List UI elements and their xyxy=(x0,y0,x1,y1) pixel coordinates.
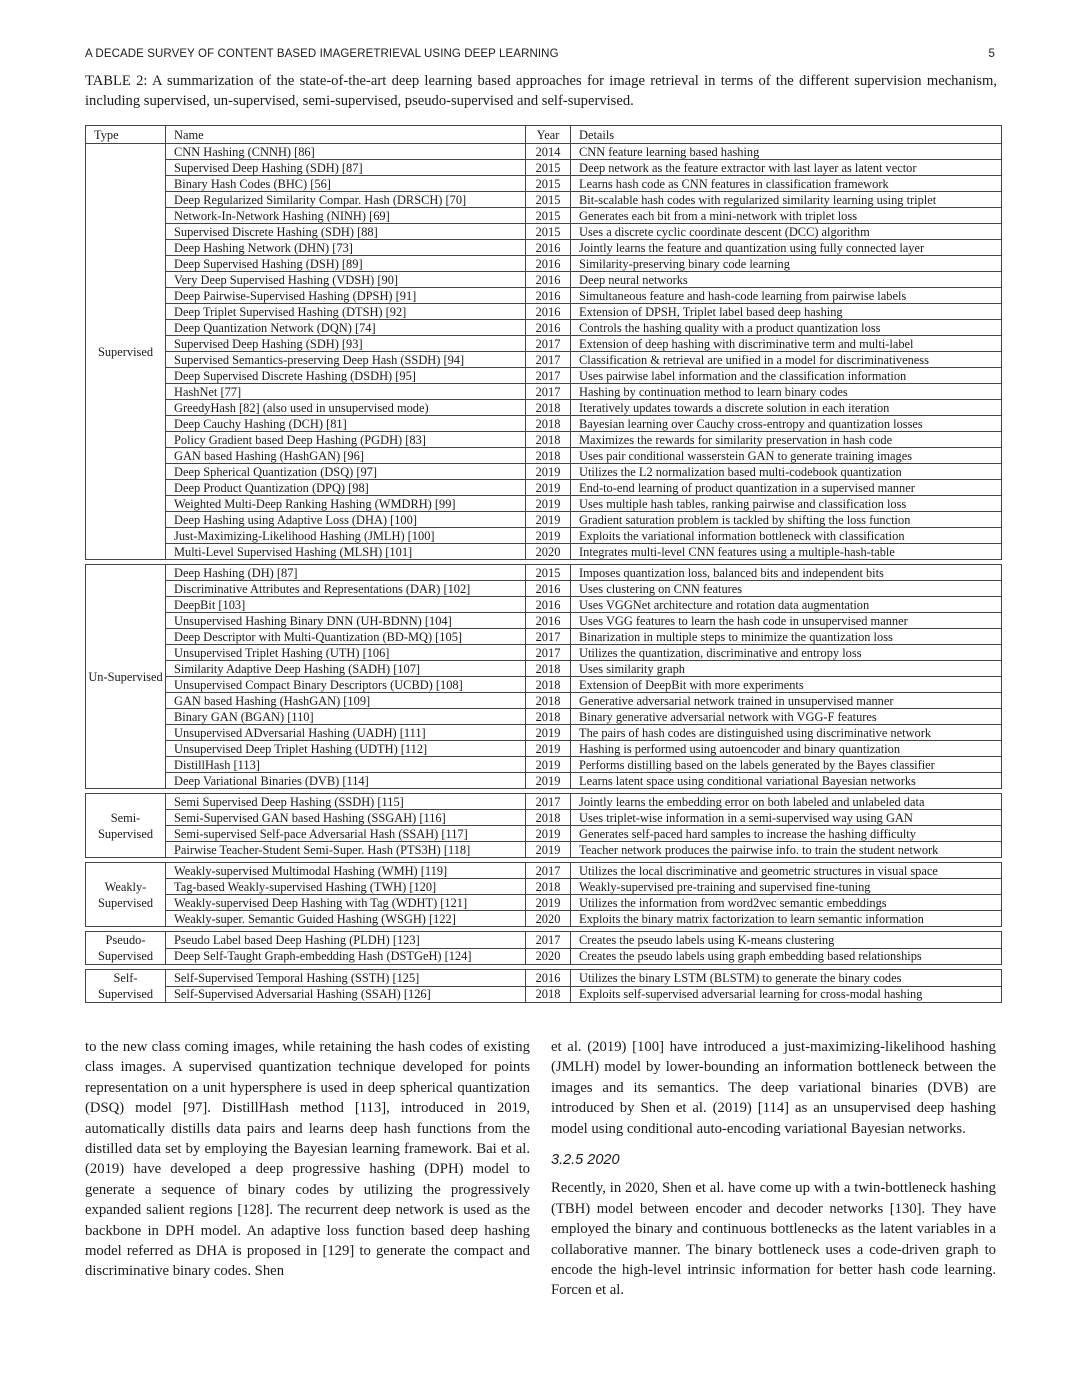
yr-cell: 2018 xyxy=(526,432,571,448)
table-row xyxy=(86,336,1002,352)
name-cell: GreedyHash [82] (also used in unsupervised mode) xyxy=(166,400,526,416)
details-cell: Learns hash code as CNN features in classification framework xyxy=(571,176,1002,192)
yr-cell: 2019 xyxy=(526,757,571,773)
table-row xyxy=(86,613,1002,629)
table-row xyxy=(86,464,1002,480)
yr-cell: 2014 xyxy=(526,144,571,160)
table-row xyxy=(86,160,1002,176)
name-cell: Unsupervised Deep Triplet Hashing (UDTH) [112] xyxy=(166,741,526,757)
yr-cell: 2015 xyxy=(526,192,571,208)
table-row xyxy=(86,879,1002,895)
yr-cell: 2018 xyxy=(526,661,571,677)
table-row xyxy=(86,693,1002,709)
yr-cell: 2018 xyxy=(526,677,571,693)
type-cell: Supervised xyxy=(86,144,166,560)
table-row xyxy=(86,256,1002,272)
details-cell: Maximizes the rewards for similarity preservation in hash code xyxy=(571,432,1002,448)
yr-cell: 2018 xyxy=(526,986,571,1003)
name-cell: Supervised Semantics-preserving Deep Hash (SSDH) [94] xyxy=(166,352,526,368)
body-paragraph: to the new class coming images, while retaining the hash codes of existing class images. A supervised quantization technique developed for points representation on a unit hypersphere is used in deep spherical quantization (DSQ) model [97]. DistillHash method [113], introduced in 2019, automatically distills data pairs and learns deep hash functions from the distilled data set by employing the Bayesian learning framework. Bai et al. (2019) have developed a deep progressive hashing (DPH) model to generate a sequence of binary codes by utilizing the progressively expanded salient regions [128]. The recurrent deep network is used as the backbone in DPH model. An adaptive loss function based deep hashing model referred as DHA is proposed in [129] to generate the compact and discriminative binary codes. Shen xyxy=(85,1039,530,1280)
details-cell: Creates the pseudo labels using K-means clustering xyxy=(571,932,1002,949)
type-cell: Weakly-Supervised xyxy=(86,863,166,927)
name-cell: Just-Maximizing-Likelihood Hashing (JMLH) [100] xyxy=(166,528,526,544)
body-paragraph: Recently, in 2020, Shen et al. have come up with a twin-bottleneck hashing (TBH) model between encoder and decoder networks [130]. They have employed the binary and continuous bottlenecks as the latent variables in a collaborative manner. The binary bottleneck uses a code-driven graph to encode the high-level intrinsic information for better hash code learning. Forcen et al. xyxy=(551,1180,996,1299)
yr-cell: 2015 xyxy=(526,176,571,192)
name-cell: Unsupervised Hashing Binary DNN (UH-BDNN) [104] xyxy=(166,613,526,629)
yr-cell: 2020 xyxy=(526,911,571,927)
name-cell: Semi-Supervised GAN based Hashing (SSGAH) [116] xyxy=(166,810,526,826)
table-row xyxy=(86,528,1002,544)
details-cell: Uses similarity graph xyxy=(571,661,1002,677)
header-details: Details xyxy=(571,126,1002,144)
header-year: Year xyxy=(526,126,571,144)
name-cell: GAN based Hashing (HashGAN) [109] xyxy=(166,693,526,709)
table-row xyxy=(86,948,1002,965)
table-row xyxy=(86,677,1002,693)
yr-cell: 2018 xyxy=(526,810,571,826)
type-cell: Self-Supervised xyxy=(86,970,166,1003)
details-cell: Teacher network produces the pairwise info. to train the student network xyxy=(571,842,1002,858)
table-row xyxy=(86,645,1002,661)
table-row xyxy=(86,368,1002,384)
name-cell: Deep Spherical Quantization (DSQ) [97] xyxy=(166,464,526,480)
table-row xyxy=(86,757,1002,773)
name-cell: CNN Hashing (CNNH) [86] xyxy=(166,144,526,160)
table-row xyxy=(86,544,1002,560)
name-cell: Deep Regularized Similarity Compar. Hash (DRSCH) [70] xyxy=(166,192,526,208)
yr-cell: 2018 xyxy=(526,400,571,416)
name-cell: Weakly-super. Semantic Guided Hashing (WSGH) [122] xyxy=(166,911,526,927)
yr-cell: 2016 xyxy=(526,240,571,256)
name-cell: Unsupervised ADversarial Hashing (UADH) [111] xyxy=(166,725,526,741)
table-row xyxy=(86,932,1002,949)
table-row xyxy=(86,741,1002,757)
details-cell: Generates each bit from a mini-network with triplet loss xyxy=(571,208,1002,224)
table-header-row xyxy=(86,126,1002,144)
table-row xyxy=(86,384,1002,400)
yr-cell: 2016 xyxy=(526,304,571,320)
name-cell: Semi-supervised Self-pace Adversarial Hash (SSAH) [117] xyxy=(166,826,526,842)
yr-cell: 2020 xyxy=(526,948,571,965)
yr-cell: 2017 xyxy=(526,645,571,661)
table-row xyxy=(86,810,1002,826)
yr-cell: 2018 xyxy=(526,709,571,725)
details-cell: Performs distilling based on the labels generated by the Bayes classifier xyxy=(571,757,1002,773)
table-row xyxy=(86,496,1002,512)
details-cell: Exploits the variational information bottleneck with classification xyxy=(571,528,1002,544)
name-cell: Supervised Deep Hashing (SDH) [93] xyxy=(166,336,526,352)
yr-cell: 2017 xyxy=(526,863,571,879)
details-cell: Utilizes the local discriminative and geometric structures in visual space xyxy=(571,863,1002,879)
table-row xyxy=(86,304,1002,320)
right-column xyxy=(551,1037,996,1301)
yr-cell: 2017 xyxy=(526,352,571,368)
left-column xyxy=(85,1037,530,1282)
details-cell: Generates self-paced hard samples to increase the hashing difficulty xyxy=(571,826,1002,842)
details-cell: Similarity-preserving binary code learning xyxy=(571,256,1002,272)
table-row xyxy=(86,725,1002,741)
yr-cell: 2019 xyxy=(526,741,571,757)
table-row xyxy=(86,773,1002,789)
running-title: A DECADE SURVEY OF CONTENT BASED IMAGERETRIEVAL USING DEEP LEARNING xyxy=(85,48,559,60)
table-row xyxy=(86,176,1002,192)
details-cell: Utilizes the information from word2vec semantic embeddings xyxy=(571,895,1002,911)
table-row xyxy=(86,581,1002,597)
name-cell: Unsupervised Compact Binary Descriptors (UCBD) [108] xyxy=(166,677,526,693)
details-cell: Generative adversarial network trained in unsupervised manner xyxy=(571,693,1002,709)
details-cell: Hashing is performed using autoencoder and binary quantization xyxy=(571,741,1002,757)
details-cell: CNN feature learning based hashing xyxy=(571,144,1002,160)
yr-cell: 2019 xyxy=(526,725,571,741)
details-cell: Extension of DPSH, Triplet label based deep hashing xyxy=(571,304,1002,320)
yr-cell: 2016 xyxy=(526,581,571,597)
name-cell: Deep Triplet Supervised Hashing (DTSH) [92] xyxy=(166,304,526,320)
table-body xyxy=(86,144,1002,1003)
yr-cell: 2019 xyxy=(526,496,571,512)
details-cell: Bayesian learning over Cauchy cross-entropy and quantization losses xyxy=(571,416,1002,432)
running-header xyxy=(85,46,995,64)
yr-cell: 2018 xyxy=(526,693,571,709)
name-cell: Weighted Multi-Deep Ranking Hashing (WMDRH) [99] xyxy=(166,496,526,512)
table-row xyxy=(86,512,1002,528)
name-cell: Self-Supervised Adversarial Hashing (SSAH) [126] xyxy=(166,986,526,1003)
page-number: 5 xyxy=(988,48,995,60)
yr-cell: 2018 xyxy=(526,879,571,895)
yr-cell: 2015 xyxy=(526,565,571,581)
yr-cell: 2019 xyxy=(526,842,571,858)
name-cell: Binary Hash Codes (BHC) [56] xyxy=(166,176,526,192)
details-cell: Uses triplet-wise information in a semi-supervised way using GAN xyxy=(571,810,1002,826)
yr-cell: 2017 xyxy=(526,368,571,384)
type-cell: Un-Supervised xyxy=(86,565,166,789)
table-row xyxy=(86,826,1002,842)
table-row xyxy=(86,432,1002,448)
details-cell: Creates the pseudo labels using graph embedding based relationships xyxy=(571,948,1002,965)
name-cell: Deep Supervised Discrete Hashing (DSDH) [95] xyxy=(166,368,526,384)
table-row xyxy=(86,986,1002,1003)
details-cell: Binary generative adversarial network with VGG-F features xyxy=(571,709,1002,725)
name-cell: Very Deep Supervised Hashing (VDSH) [90] xyxy=(166,272,526,288)
name-cell: Multi-Level Supervised Hashing (MLSH) [101] xyxy=(166,544,526,560)
details-cell: Deep neural networks xyxy=(571,272,1002,288)
table-row xyxy=(86,597,1002,613)
yr-cell: 2017 xyxy=(526,384,571,400)
details-cell: Uses multiple hash tables, ranking pairwise and classification loss xyxy=(571,496,1002,512)
details-cell: Uses pair conditional wasserstein GAN to generate training images xyxy=(571,448,1002,464)
yr-cell: 2016 xyxy=(526,272,571,288)
name-cell: Supervised Deep Hashing (SDH) [87] xyxy=(166,160,526,176)
table-row xyxy=(86,288,1002,304)
details-cell: Jointly learns the feature and quantization using fully connected layer xyxy=(571,240,1002,256)
details-cell: Classification & retrieval are unified in a model for discriminativeness xyxy=(571,352,1002,368)
details-cell: Extension of deep hashing with discriminative term and multi-label xyxy=(571,336,1002,352)
details-cell: Integrates multi-level CNN features using a multiple-hash-table xyxy=(571,544,1002,560)
yr-cell: 2016 xyxy=(526,613,571,629)
name-cell: HashNet [77] xyxy=(166,384,526,400)
name-cell: Tag-based Weakly-supervised Hashing (TWH) [120] xyxy=(166,879,526,895)
details-cell: Uses VGG features to learn the hash code in unsupervised manner xyxy=(571,613,1002,629)
yr-cell: 2016 xyxy=(526,320,571,336)
table-row xyxy=(86,400,1002,416)
details-cell: Imposes quantization loss, balanced bits and independent bits xyxy=(571,565,1002,581)
name-cell: Deep Cauchy Hashing (DCH) [81] xyxy=(166,416,526,432)
name-cell: Pseudo Label based Deep Hashing (PLDH) [123] xyxy=(166,932,526,949)
yr-cell: 2015 xyxy=(526,160,571,176)
table-row xyxy=(86,863,1002,879)
details-cell: Jointly learns the embedding error on both labeled and unlabeled data xyxy=(571,794,1002,810)
name-cell: DeepBit [103] xyxy=(166,597,526,613)
yr-cell: 2017 xyxy=(526,794,571,810)
yr-cell: 2019 xyxy=(526,826,571,842)
name-cell: Deep Self-Taught Graph-embedding Hash (DSTGeH) [124] xyxy=(166,948,526,965)
details-cell: Controls the hashing quality with a product quantization loss xyxy=(571,320,1002,336)
name-cell: Network-In-Network Hashing (NINH) [69] xyxy=(166,208,526,224)
details-cell: Extension of DeepBit with more experiments xyxy=(571,677,1002,693)
yr-cell: 2017 xyxy=(526,336,571,352)
subsection-heading: 3.2.5 2020 xyxy=(551,1152,620,1169)
yr-cell: 2019 xyxy=(526,773,571,789)
name-cell: Deep Descriptor with Multi-Quantization (BD-MQ) [105] xyxy=(166,629,526,645)
table-row xyxy=(86,970,1002,987)
yr-cell: 2017 xyxy=(526,932,571,949)
details-cell: Uses pairwise label information and the classification information xyxy=(571,368,1002,384)
details-cell: Exploits self-supervised adversarial learning for cross-modal hashing xyxy=(571,986,1002,1003)
table-row xyxy=(86,192,1002,208)
table-row xyxy=(86,352,1002,368)
table-caption: TABLE 2: A summarization of the state-of-the-art deep learning based approaches for image retrieval in terms of the different supervision mechanism, including supervised, un-supervised, semi-supervised, pseudo-supervised and self-supervised. xyxy=(85,73,997,109)
yr-cell: 2019 xyxy=(526,528,571,544)
yr-cell: 2017 xyxy=(526,629,571,645)
name-cell: Deep Hashing Network (DHN) [73] xyxy=(166,240,526,256)
details-cell: Utilizes the quantization, discriminative and entropy loss xyxy=(571,645,1002,661)
table-row xyxy=(86,224,1002,240)
yr-cell: 2019 xyxy=(526,464,571,480)
name-cell: Supervised Discrete Hashing (SDH) [88] xyxy=(166,224,526,240)
name-cell: Deep Quantization Network (DQN) [74] xyxy=(166,320,526,336)
details-cell: Deep network as the feature extractor with last layer as latent vector xyxy=(571,160,1002,176)
details-cell: Bit-scalable hash codes with regularized similarity learning using triplet xyxy=(571,192,1002,208)
yr-cell: 2016 xyxy=(526,256,571,272)
yr-cell: 2018 xyxy=(526,416,571,432)
table-row xyxy=(86,144,1002,160)
name-cell: Deep Supervised Hashing (DSH) [89] xyxy=(166,256,526,272)
name-cell: Policy Gradient based Deep Hashing (PGDH) [83] xyxy=(166,432,526,448)
name-cell: Semi Supervised Deep Hashing (SSDH) [115] xyxy=(166,794,526,810)
yr-cell: 2019 xyxy=(526,512,571,528)
yr-cell: 2020 xyxy=(526,544,571,560)
table-row xyxy=(86,911,1002,927)
details-cell: Uses clustering on CNN features xyxy=(571,581,1002,597)
details-cell: Weakly-supervised pre-training and supervised fine-tuning xyxy=(571,879,1002,895)
yr-cell: 2019 xyxy=(526,480,571,496)
name-cell: Similarity Adaptive Deep Hashing (SADH) [107] xyxy=(166,661,526,677)
details-cell: Binarization in multiple steps to minimize the quantization loss xyxy=(571,629,1002,645)
details-cell: Iteratively updates towards a discrete solution in each iteration xyxy=(571,400,1002,416)
name-cell: Deep Product Quantization (DPQ) [98] xyxy=(166,480,526,496)
table-row xyxy=(86,272,1002,288)
type-cell: Semi-Supervised xyxy=(86,794,166,858)
details-cell: Uses a discrete cyclic coordinate descent (DCC) algorithm xyxy=(571,224,1002,240)
name-cell: DistillHash [113] xyxy=(166,757,526,773)
name-cell: Unsupervised Triplet Hashing (UTH) [106] xyxy=(166,645,526,661)
details-cell: Exploits the binary matrix factorization to learn semantic information xyxy=(571,911,1002,927)
details-cell: End-to-end learning of product quantization in a supervised manner xyxy=(571,480,1002,496)
header-type: Type xyxy=(86,126,166,144)
methods-table xyxy=(85,125,1002,1003)
name-cell: Deep Hashing using Adaptive Loss (DHA) [100] xyxy=(166,512,526,528)
name-cell: Discriminative Attributes and Representations (DAR) [102] xyxy=(166,581,526,597)
name-cell: Deep Pairwise-Supervised Hashing (DPSH) [91] xyxy=(166,288,526,304)
details-cell: Uses VGGNet architecture and rotation data augmentation xyxy=(571,597,1002,613)
table-row xyxy=(86,320,1002,336)
name-cell: Pairwise Teacher-Student Semi-Super. Hash (PTS3H) [118] xyxy=(166,842,526,858)
name-cell: GAN based Hashing (HashGAN) [96] xyxy=(166,448,526,464)
body-paragraph: et al. (2019) [100] have introduced a just-maximizing-likelihood hashing (JMLH) model by lower-bounding an information bottleneck between the images and its semantics. The deep variational binaries (DVB) are introduced by Shen et al. (2019) [114] as an unsupervised deep hashing model using conditional auto-encoding variational Bayesian networks. xyxy=(551,1039,996,1137)
table-row xyxy=(86,480,1002,496)
yr-cell: 2018 xyxy=(526,448,571,464)
table-row xyxy=(86,661,1002,677)
table-row xyxy=(86,629,1002,645)
yr-cell: 2015 xyxy=(526,224,571,240)
table-row xyxy=(86,842,1002,858)
table-row xyxy=(86,565,1002,581)
yr-cell: 2016 xyxy=(526,288,571,304)
name-cell: Deep Hashing (DH) [87] xyxy=(166,565,526,581)
yr-cell: 2016 xyxy=(526,970,571,987)
table-row xyxy=(86,448,1002,464)
table-row xyxy=(86,416,1002,432)
details-cell: Utilizes the L2 normalization based multi-codebook quantization xyxy=(571,464,1002,480)
table-row xyxy=(86,709,1002,725)
details-cell: Simultaneous feature and hash-code learning from pairwise labels xyxy=(571,288,1002,304)
name-cell: Weakly-supervised Deep Hashing with Tag (WDHT) [121] xyxy=(166,895,526,911)
details-cell: The pairs of hash codes are distinguished using discriminative network xyxy=(571,725,1002,741)
table-row xyxy=(86,240,1002,256)
name-cell: Self-Supervised Temporal Hashing (SSTH) [125] xyxy=(166,970,526,987)
yr-cell: 2019 xyxy=(526,895,571,911)
name-cell: Weakly-supervised Multimodal Hashing (WMH) [119] xyxy=(166,863,526,879)
header-name: Name xyxy=(166,126,526,144)
details-cell: Hashing by continuation method to learn binary codes xyxy=(571,384,1002,400)
name-cell: Binary GAN (BGAN) [110] xyxy=(166,709,526,725)
yr-cell: 2015 xyxy=(526,208,571,224)
details-cell: Learns latent space using conditional variational Bayesian networks xyxy=(571,773,1002,789)
name-cell: Deep Variational Binaries (DVB) [114] xyxy=(166,773,526,789)
table-row xyxy=(86,794,1002,810)
yr-cell: 2016 xyxy=(526,597,571,613)
details-cell: Gradient saturation problem is tackled by shifting the loss function xyxy=(571,512,1002,528)
table-row xyxy=(86,208,1002,224)
type-cell: Pseudo-Supervised xyxy=(86,932,166,965)
table-row xyxy=(86,895,1002,911)
details-cell: Utilizes the binary LSTM (BLSTM) to generate the binary codes xyxy=(571,970,1002,987)
